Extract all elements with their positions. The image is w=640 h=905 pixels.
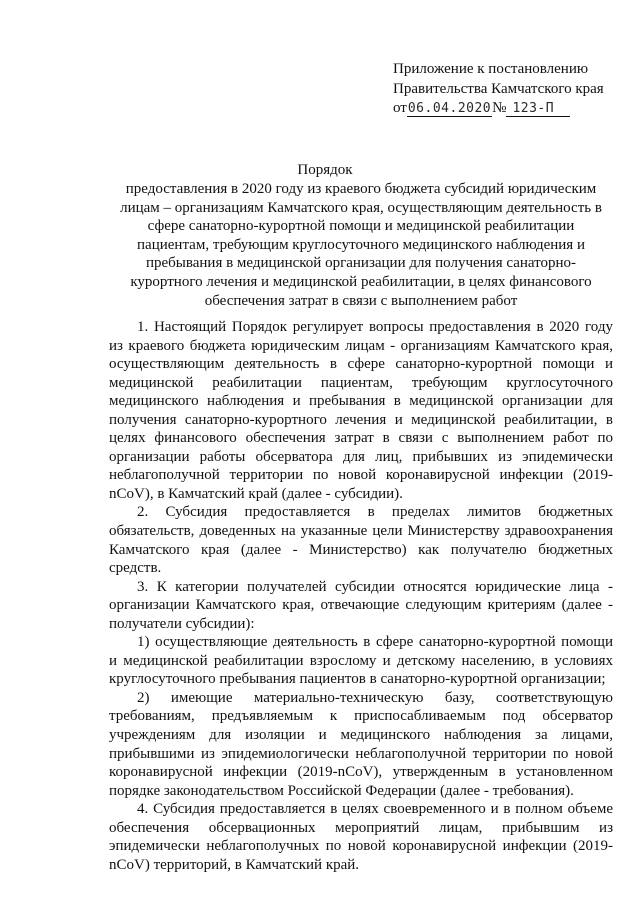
appendix-line-2: Правительства Камчатского края [393,80,604,97]
handwritten-date: 06.04.2020 [407,101,492,116]
document-title: Порядок [297,162,353,178]
appendix-date-line [393,99,633,119]
paragraph-1: 1. Настоящий Порядок регулирует вопросы предоставления в 2020 году из краевого бюджета юридическим лицам - организациям Камчатского края, осуществляющим деятельность в сфере санаторно-курортной помощи и медицинской реабилитации пациентам, требующим круглосуточного медицинского наблюдения и пребывания в медицинской организации для получения санаторно-курортного лечения и медицинской реабилитации, в целях финансового обеспечения затрат в связи с выполнением работ по организации работы обсерватора для лиц, прибывших из эпидемически неблагополучной территории по новой коронавирусной инфекции (2019-nCoV), в Камчатский край (далее - субсидии). [109,319,613,502]
document-subtitle: предоставления в 2020 году из краевого бюджета субсидий юридическим лицам – организациям Камчатского края, осуществляющим деятельность в сфере санаторно-курортной помощи и медицинской реабилитации пациентам, требующим круглосуточного медицинского наблюдения и пребывания в медицинской организации для получения санаторно-курортного лечения и медицинской реабилитации, в целях финансового обеспечения затрат в связи с выполнением работ [120,181,602,309]
handwritten-number: 123-П [506,101,570,117]
paragraph-3-item-1: 1) осуществляющие деятельность в сфере санаторно-курортной помощи и медицинской реабилитации взрослому и детскому населению, в условиях круглосуточного пребывания пациентов в санаторно-курортной организации; [109,634,613,688]
paragraph-4: 4. Субсидия предоставляется в целях своевременного и в полном объеме обеспечения обсервационных мероприятий лицам, прибывшим из эпидемически неблагополучных по новой коронавирусной инфекции (2019-nCoV) территорий, в Камчатский край. [109,801,613,873]
paragraph-2: 2. Субсидия предоставляется в пределах лимитов бюджетных обязательств, доведенных на указанные цели Министерству здравоохранения Камчатского края (далее - Министерство) как получателю бюджетных средств. [109,504,613,577]
paragraph-3: 3. К категории получателей субсидии относятся юридические лица - организации Камчатского края, отвечающие следующим критериям (далее - получатели субсидии): [109,578,613,632]
date-prefix: от [393,100,407,116]
appendix-header [393,60,633,119]
appendix-line-1: Приложение к постановлению [393,61,589,77]
number-sign: № [492,100,507,116]
document-body [109,318,613,874]
paragraph-3-item-2: 2) имеющие материально-техническую базу, соответствующую требованиям, предъявляемым к приспосабливаемым под обсерватор учреждениям для изоляции и медицинского наблюдения за лицами, прибывшими из эпидемиологически неблагополучной территории по новой коронавирусной инфекции (2019-nCoV), утвержденным в установленном порядке законодательством Российской Федерации (далее - требования). [109,689,613,799]
